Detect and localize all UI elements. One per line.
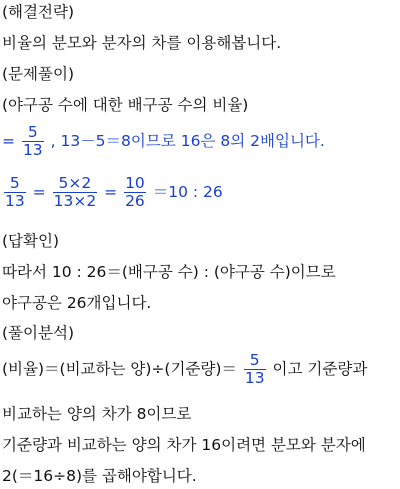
- equals-sign: =: [32, 183, 46, 201]
- numerator: 5×2: [53, 175, 98, 193]
- ratio-description: (야구공 수에 대한 배구공 수의 비율): [2, 96, 249, 114]
- fraction-times-two: [53, 175, 98, 210]
- equals-sign: =: [104, 183, 118, 201]
- denominator: 13: [244, 369, 265, 387]
- heading-solution: (문제풀이): [2, 65, 74, 83]
- fraction-5-13: [22, 124, 44, 159]
- heading-check: (답확인): [2, 232, 60, 250]
- fraction-10-26: [124, 175, 146, 210]
- difference-text: , 13－5＝8이므로 16은 8의 2배입니다.: [50, 132, 325, 150]
- heading-strategy: (해결전략): [2, 3, 74, 21]
- answer-text: 야구공은 26개입니다.: [2, 294, 152, 312]
- analysis-text-1: 비교하는 양의 차가 8이므로: [2, 405, 192, 423]
- fraction-5-13: [4, 175, 26, 210]
- fraction-5-13: [244, 352, 266, 387]
- denominator: 13×2: [53, 192, 97, 210]
- analysis-text-2: 기준량과 비교하는 양의 차가 16이려면 분모와 분자에: [2, 436, 366, 454]
- strategy-text: 비율의 분모와 분자의 차를 이용해봅니다.: [2, 34, 282, 52]
- numerator: 5: [4, 175, 26, 193]
- ratio-result: ＝10 : 26: [152, 183, 223, 201]
- equals-sign: =: [2, 132, 15, 150]
- conclusion-text: 따라서 10 : 26＝(배구공 수) : (야구공 수)이므로: [2, 263, 336, 281]
- heading-analysis: (풀이분석): [2, 324, 74, 342]
- formula-tail: 이고 기준량과: [272, 360, 368, 378]
- ratio-formula: (비율)＝(비교하는 양)÷(기준량)＝: [2, 360, 237, 378]
- analysis-text-3: 2(＝16÷8)를 곱해야합니다.: [2, 467, 197, 485]
- numerator: 5: [22, 124, 44, 142]
- ratio-formula-line: [2, 352, 367, 387]
- denominator: 13: [5, 192, 25, 210]
- denominator: 26: [125, 192, 145, 210]
- denominator: 13: [22, 141, 43, 159]
- equivalent-fraction-line: [2, 175, 223, 210]
- numerator: 5: [244, 352, 266, 370]
- ratio-fraction-line: [2, 124, 325, 159]
- numerator: 10: [125, 174, 145, 192]
